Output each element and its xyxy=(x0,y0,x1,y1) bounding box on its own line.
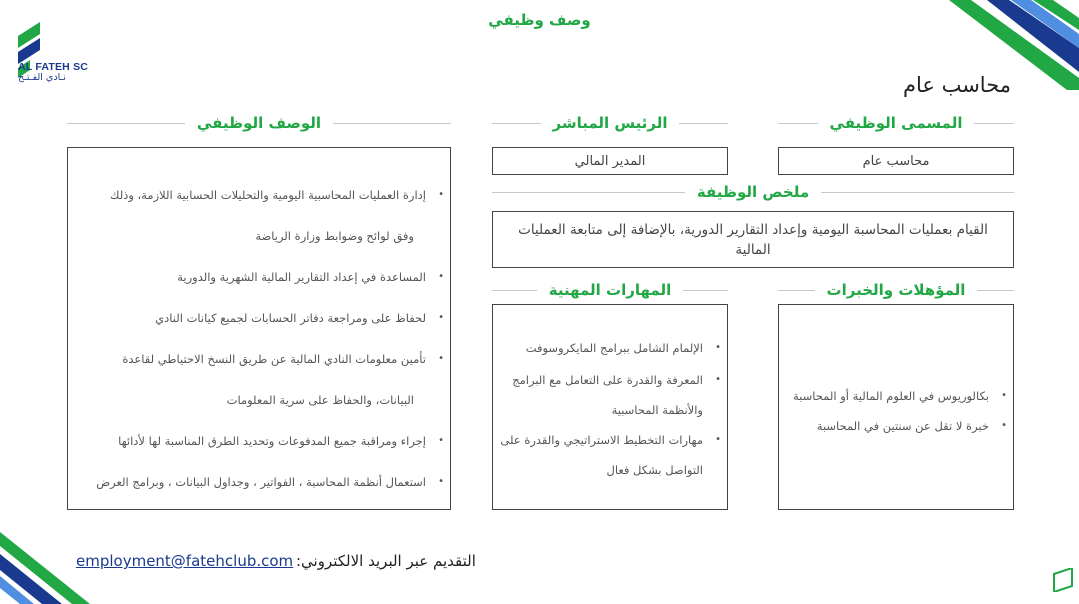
list-item: • بكالوريوس في العلوم المالية أو المحاسبة xyxy=(793,389,1007,403)
skills-heading xyxy=(492,281,728,299)
corner-mark-icon xyxy=(1052,568,1074,592)
list-item-continuation: والأنظمة المحاسبية xyxy=(611,403,703,417)
logo-name-en: AL FATEH SC xyxy=(18,61,89,73)
list-item: • المعرفة والقدرة على التعامل مع البرامج xyxy=(512,373,721,387)
job-title-field: محاسب عام xyxy=(778,147,1014,175)
list-item-continuation: التواصل بشكل فعال xyxy=(606,463,703,477)
manager-field: المدير المالي xyxy=(492,147,728,175)
list-item: • لحفاظ على ومراجعة دفاتر الحسابات لجميع كيانات النادي xyxy=(155,311,444,325)
skills-heading-text: المهارات المهنية xyxy=(548,281,672,299)
skills-box xyxy=(492,304,728,510)
summary-heading xyxy=(492,183,1014,201)
manager-heading xyxy=(492,114,728,132)
description-list xyxy=(72,186,444,503)
qualifications-list xyxy=(783,387,1007,447)
summary-box xyxy=(492,211,1014,268)
list-item: • تأمين معلومات النادي المالية عن طريق النسخ الاحتياطي لقاعدة xyxy=(122,352,444,366)
job-title-heading-text: المسمى الوظيفي xyxy=(829,114,963,132)
list-item: • استعمال أنظمة المحاسبة ، الفواتير ، وجداول البيانات ، وبرامج العرض xyxy=(96,475,444,489)
list-item: • خبرة لا تقل عن سنتين في المحاسبة xyxy=(816,419,1007,433)
list-item-continuation: وفق لوائح وضوابط وزارة الرياضة xyxy=(255,229,414,243)
job-title-heading xyxy=(778,114,1014,132)
list-item: • مهارات التخطيط الاستراتيجي والقدرة على xyxy=(500,433,721,447)
list-item: • المساعدة في إعداد التقارير المالية الشهرية والدورية xyxy=(177,270,444,284)
qualifications-box xyxy=(778,304,1014,510)
list-item: • إدارة العمليات المحاسبية اليومية والتحليلات الحسابية اللازمة، وذلك xyxy=(110,188,444,202)
email-link[interactable]: employment@fatehclub.com xyxy=(76,552,294,570)
description-heading xyxy=(67,114,451,132)
manager-heading-text: الرئيس المباشر xyxy=(552,114,668,132)
skills-list xyxy=(497,339,721,491)
summary-heading-text: ملخص الوظيفة xyxy=(696,183,810,201)
list-item: • الإلمام الشامل ببرامج المايكروسوفت xyxy=(525,341,721,355)
logo-name-ar: نـادي الفـتـح xyxy=(18,72,66,83)
job-name-heading: محاسب عام xyxy=(902,73,1011,97)
qualifications-heading xyxy=(778,281,1014,299)
apply-label: التقديم عبر البريد الالكتروني: xyxy=(296,552,476,570)
summary-text: القيام بعمليات المحاسبة اليومية وإعداد التقارير الدورية، بالإضافة إلى متابعة العمليات المالية xyxy=(518,221,988,258)
list-item-continuation: البيانات، والحفاظ على سرية المعلومات xyxy=(226,393,414,407)
list-item: • إجراء ومراقبة جميع المدفوعات وتحديد الطرق المناسبة لها لأدائها xyxy=(118,434,444,448)
description-heading-text: الوصف الوظيفي xyxy=(196,114,322,132)
page-title: وصف وظيفي xyxy=(488,11,591,29)
qualifications-heading-text: المؤهلات والخبرات xyxy=(826,281,966,299)
description-box xyxy=(67,147,451,510)
